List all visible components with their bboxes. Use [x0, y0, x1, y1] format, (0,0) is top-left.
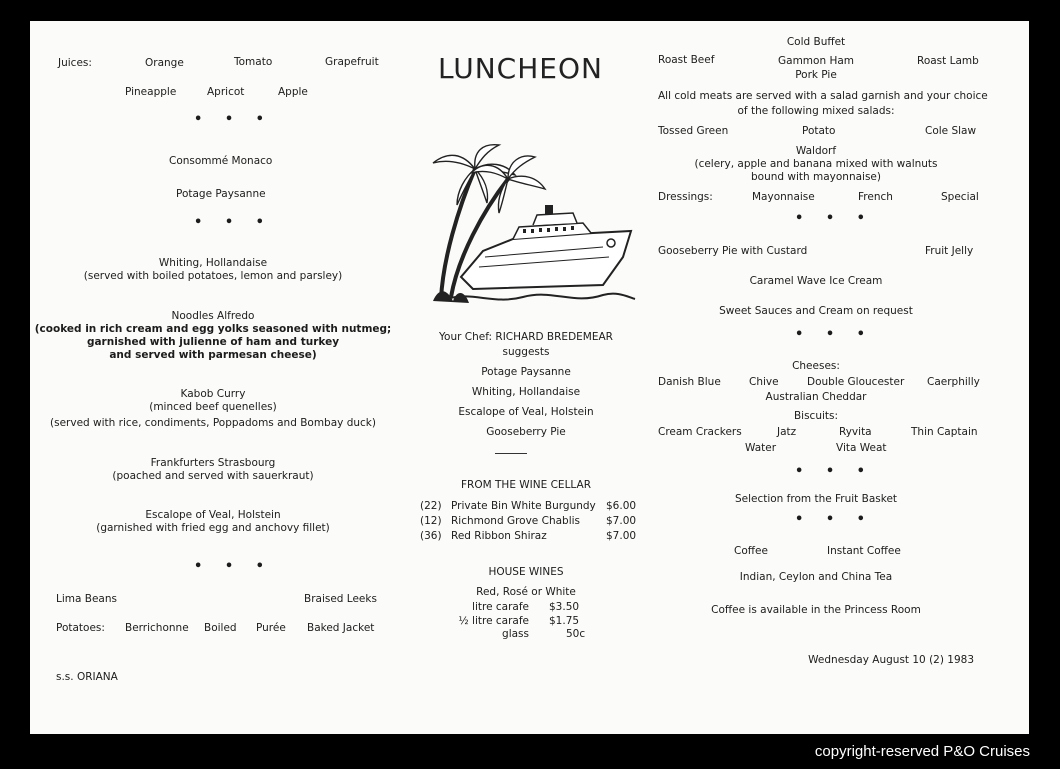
house-wines-sub: Red, Rosé or White: [476, 586, 576, 598]
main-dish-name: Noodles Alfredo: [171, 310, 255, 322]
main-dish-desc: (minced beef quenelles): [149, 401, 277, 413]
wine-cellar-heading: FROM THE WINE CELLAR: [461, 479, 591, 491]
biscuit-item: Ryvita: [839, 426, 872, 438]
house-size: ½ litre carafe: [458, 615, 529, 627]
main-dish-name: Whiting, Hollandaise: [158, 257, 268, 269]
cheese-item: Chive: [749, 376, 779, 388]
salad-item: Waldorf: [795, 145, 837, 157]
dressing-item: French: [858, 191, 893, 203]
main-dish-desc: (garnished with fried egg and anchovy fillet): [96, 522, 330, 534]
section-divider: • • •: [194, 215, 273, 230]
main-dish-desc: (served with boiled potatoes, lemon and parsley): [83, 270, 343, 282]
salad-item: Cole Slaw: [925, 125, 977, 137]
wine-name: Red Ribbon Shiraz: [451, 530, 547, 542]
main-dish-name: Escalope of Veal, Holstein: [145, 509, 281, 521]
juice-item: Apricot: [207, 86, 245, 98]
coffee-note: Coffee is available in the Princess Room: [711, 604, 921, 616]
house-price: 50c: [566, 628, 586, 640]
ship-name: s.s. ORIANA: [56, 671, 118, 683]
cheese-item: Caerphilly: [927, 376, 980, 388]
beverage-item: Instant Coffee: [827, 545, 901, 557]
meat-item: Roast Beef: [658, 54, 715, 66]
suggestion-item: Escalope of Veal, Holstein: [458, 406, 594, 418]
potato-item: Boiled: [204, 622, 237, 634]
vegetable-item: Braised Leeks: [304, 593, 377, 605]
dressings-label: Dressings:: [658, 191, 713, 203]
meat-item: Roast Lamb: [917, 55, 979, 67]
cheese-item: Danish Blue: [658, 376, 721, 388]
menu-title: LUNCHEON: [438, 52, 603, 85]
dessert-note: Sweet Sauces and Cream on request: [719, 305, 913, 317]
dessert-item: Fruit Jelly: [925, 245, 974, 257]
juice-item: Grapefruit: [325, 56, 379, 68]
beverage-item: Coffee: [734, 545, 768, 557]
section-divider: • • •: [194, 112, 273, 127]
main-dish-desc: (cooked in rich cream and egg yolks seasoned with nutmeg;: [34, 323, 392, 335]
section-divider: • • •: [795, 211, 874, 226]
chef-suggests: suggests: [502, 346, 550, 358]
wine-bin: (36): [420, 530, 442, 542]
meat-item: Gammon Ham: [778, 55, 855, 67]
juice-item: Pineapple: [125, 86, 177, 98]
wine-price: $6.00: [606, 500, 637, 512]
juice-item: Tomato: [234, 56, 273, 68]
beverage-item: Indian, Ceylon and China Tea: [739, 571, 893, 583]
soup-item: Consommé Monaco: [169, 155, 273, 167]
chef-line: Your Chef: RICHARD BREDEMEAR: [439, 331, 613, 343]
salad-note: of the following mixed salads:: [737, 105, 895, 117]
biscuit-item: Cream Crackers: [658, 426, 742, 438]
biscuits-heading: Biscuits:: [793, 410, 839, 422]
wine-bin: (22): [420, 500, 442, 512]
section-divider: • • •: [795, 327, 874, 342]
biscuit-item: Vita Weat: [836, 442, 887, 454]
juices-label: Juices:: [58, 57, 92, 69]
salad-note: All cold meats are served with a salad garnish and your choice: [658, 90, 988, 102]
waldorf-desc: (celery, apple and banana mixed with walnuts: [694, 158, 938, 170]
juice-item: Apple: [278, 86, 308, 98]
biscuit-item: Water: [745, 442, 777, 454]
soup-item: Potage Paysanne: [176, 188, 266, 200]
juice-item: Orange: [145, 57, 184, 69]
suggestion-item: Potage Paysanne: [481, 366, 571, 378]
menu-date: Wednesday August 10 (2) 1983: [808, 654, 974, 666]
salad-item: Potato: [802, 125, 836, 137]
suggestion-item: Gooseberry Pie: [486, 426, 566, 438]
main-dish-desc: and served with parmesan cheese): [109, 349, 317, 361]
section-divider: • • •: [795, 512, 874, 527]
menu-card: [30, 21, 1029, 734]
meat-item: Pork Pie: [795, 69, 837, 81]
potatoes-label: Potatoes:: [56, 622, 105, 634]
house-price: $3.50: [549, 601, 580, 613]
suggestion-item: Whiting, Hollandaise: [471, 386, 581, 398]
main-dish-name: Kabob Curry: [180, 388, 246, 400]
main-dish-desc: (poached and served with sauerkraut): [112, 470, 314, 482]
section-divider: • • •: [795, 464, 874, 479]
house-size: glass: [502, 628, 529, 640]
copyright-notice: copyright-reserved P&O Cruises: [814, 743, 1030, 760]
dressing-item: Mayonnaise: [752, 191, 815, 203]
divider-line: [495, 453, 527, 454]
biscuit-item: Thin Captain: [911, 426, 978, 438]
wine-name: Richmond Grove Chablis: [451, 515, 580, 527]
cold-buffet-heading: Cold Buffet: [786, 36, 846, 48]
section-divider: • • •: [194, 559, 273, 574]
vegetable-item: Lima Beans: [56, 593, 117, 605]
fruit-item: Selection from the Fruit Basket: [734, 493, 898, 505]
cheese-item: Australian Cheddar: [765, 391, 867, 403]
waldorf-desc: bound with mayonnaise): [750, 171, 881, 183]
wine-name: Private Bin White Burgundy: [451, 500, 596, 512]
cheeses-heading: Cheeses:: [792, 360, 840, 372]
main-dish-desc: (served with rice, condiments, Poppadoms and Bombay duck): [50, 417, 376, 429]
wine-price: $7.00: [606, 530, 637, 542]
potato-item: Purée: [256, 622, 286, 634]
potato-item: Berrichonne: [125, 622, 189, 634]
house-size: litre carafe: [472, 601, 529, 613]
main-dish-name: Frankfurters Strasbourg: [150, 457, 276, 469]
ship-and-palms-illustration: [413, 139, 638, 309]
dessert-item: Caramel Wave Ice Cream: [749, 275, 883, 287]
main-dish-desc: garnished with julienne of ham and turkey: [86, 336, 340, 348]
potato-item: Baked Jacket: [307, 622, 375, 634]
cheese-item: Double Gloucester: [807, 376, 905, 388]
house-wines-heading: HOUSE WINES: [488, 566, 564, 578]
dessert-item: Gooseberry Pie with Custard: [658, 245, 808, 257]
house-price: $1.75: [549, 615, 580, 627]
dressing-item: Special: [941, 191, 979, 203]
wine-bin: (12): [420, 515, 442, 527]
biscuit-item: Jatz: [777, 426, 797, 438]
wine-price: $7.00: [606, 515, 637, 527]
salad-item: Tossed Green: [658, 125, 729, 137]
